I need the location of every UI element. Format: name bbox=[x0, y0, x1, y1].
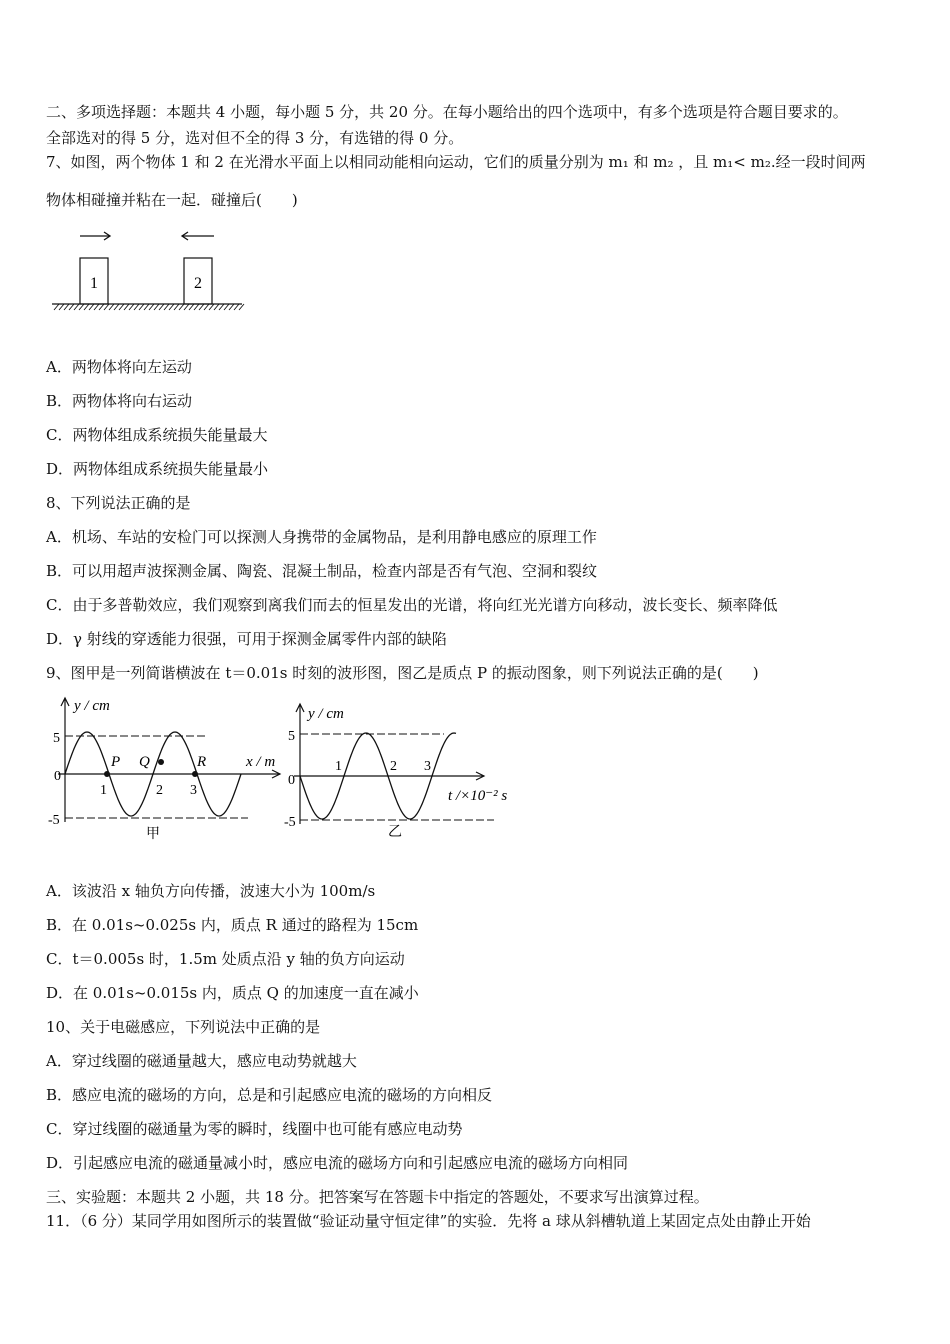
block-2-label: 2 bbox=[194, 275, 202, 292]
caption-jia: 甲 bbox=[146, 827, 160, 842]
q9-vibration-graph-yi bbox=[284, 700, 520, 844]
block-1-label: 1 bbox=[90, 275, 98, 292]
q9-option-b: B．在 0.01s~0.025s 内，质点 R 通过的路程为 15cm bbox=[46, 916, 419, 934]
q10-option-a: A．穿过线圈的磁通量越大，感应电动势就越大 bbox=[46, 1052, 357, 1070]
q10-option-c: C．穿过线圈的磁通量为零的瞬时，线圈中也可能有感应电动势 bbox=[46, 1120, 463, 1138]
q9-wave-graph-jia bbox=[48, 694, 288, 844]
q7-collision-figure bbox=[46, 222, 246, 318]
q11-stem-line1: 11．（6 分）某同学用如图所示的装置做“验证动量守恒定律”的实验．先将 a 球从斜槽轨道上某固定点处由静止开始 bbox=[46, 1212, 811, 1230]
tick-x-3: 3 bbox=[190, 783, 197, 798]
tick-ymin: -5 bbox=[48, 813, 60, 828]
arrow-right-icon bbox=[80, 232, 110, 240]
q10-option-b: B．感应电流的磁场的方向，总是和引起感应电流的磁场的方向相反 bbox=[46, 1086, 493, 1104]
tick-t-3: 3 bbox=[424, 759, 431, 774]
q7-option-d: D．两物体组成系统损失能量最小 bbox=[46, 460, 269, 478]
tick-origin: 0 bbox=[288, 773, 295, 788]
arrow-left-icon bbox=[182, 232, 214, 240]
tick-t-1: 1 bbox=[335, 759, 342, 774]
q7-option-b: B．两物体将向右运动 bbox=[46, 392, 193, 410]
xlabel: x / m bbox=[246, 754, 276, 770]
ylabel: y / cm bbox=[308, 706, 344, 722]
tick-ymax: 5 bbox=[53, 731, 60, 746]
q9-option-d: D．在 0.01s~0.015s 内，质点 Q 的加速度一直在减小 bbox=[46, 984, 419, 1002]
xlabel: t /×10⁻² s bbox=[448, 788, 508, 804]
q9-stem: 9、图甲是一列简谐横波在 t＝0.01s 时刻的波形图，图乙是质点 P 的振动图象，则下列说法正确的是( ) bbox=[46, 664, 759, 682]
label-r: R bbox=[197, 754, 207, 770]
label-p: P bbox=[111, 754, 121, 770]
q8-option-a: A．机场、车站的安检门可以探测人身携带的金属物品，是利用静电感应的原理工作 bbox=[46, 528, 597, 546]
q9-option-c: C．t＝0.005s 时，1.5m 处质点沿 y 轴的负方向运动 bbox=[46, 950, 405, 968]
ylabel: y / cm bbox=[74, 698, 110, 714]
tick-x-2: 2 bbox=[156, 783, 163, 798]
q8-stem: 8、下列说法正确的是 bbox=[46, 494, 191, 512]
caption-yi: 乙 bbox=[388, 825, 402, 840]
q10-stem: 10、关于电磁感应，下列说法中正确的是 bbox=[46, 1018, 321, 1036]
q7-option-a: A．两物体将向左运动 bbox=[46, 358, 192, 376]
label-q: Q bbox=[139, 754, 150, 770]
tick-origin: 0 bbox=[54, 769, 61, 784]
point-r bbox=[192, 771, 198, 777]
tick-x-1: 1 bbox=[100, 783, 107, 798]
q7-option-c: C．两物体组成系统损失能量最大 bbox=[46, 426, 268, 444]
q9-option-a: A．该波沿 x 轴负方向传播，波速大小为 100m/s bbox=[46, 882, 376, 900]
ground-hatching bbox=[54, 304, 244, 310]
section3-heading: 三、实验题：本题共 2 小题，共 18 分。把答案写在答题卡中指定的答题处，不要求写出演算过程。 bbox=[46, 1188, 709, 1206]
tick-t-2: 2 bbox=[390, 759, 397, 774]
tick-ymax: 5 bbox=[288, 729, 295, 744]
q8-option-b: B．可以用超声波探测金属、陶瓷、混凝土制品，检查内部是否有气泡、空洞和裂纹 bbox=[46, 562, 598, 580]
q8-option-c: C．由于多普勒效应，我们观察到离我们而去的恒星发出的光谱，将向红光光谱方向移动，波长变长、频率降低 bbox=[46, 596, 778, 614]
q7-stem-line2: 物体相碰撞并粘在一起．碰撞后( ) bbox=[46, 191, 298, 209]
q8-option-d: D．γ 射线的穿透能力很强，可用于探测金属零件内部的缺陷 bbox=[46, 630, 447, 648]
q10-option-d: D．引起感应电流的磁通量减小时，感应电流的磁场方向和引起感应电流的磁场方向相同 bbox=[46, 1154, 629, 1172]
tick-ymin: -5 bbox=[284, 815, 296, 830]
point-q bbox=[158, 759, 164, 765]
q7-stem-line1: 7、如图，两个物体 1 和 2 在光滑水平面上以相同动能相向运动，它们的质量分别为 m₁ 和 m₂ ，且 m₁< m₂.经一段时间两 bbox=[46, 153, 866, 171]
point-p bbox=[104, 771, 110, 777]
section2-heading-line2: 全部选对的得 5 分，选对但不全的得 3 分，有选错的得 0 分。 bbox=[46, 129, 464, 147]
section2-heading-line1: 二、多项选择题：本题共 4 小题，每小题 5 分，共 20 分。在每小题给出的四个选项中，有多个选项是符合题目要求的。 bbox=[46, 103, 848, 121]
